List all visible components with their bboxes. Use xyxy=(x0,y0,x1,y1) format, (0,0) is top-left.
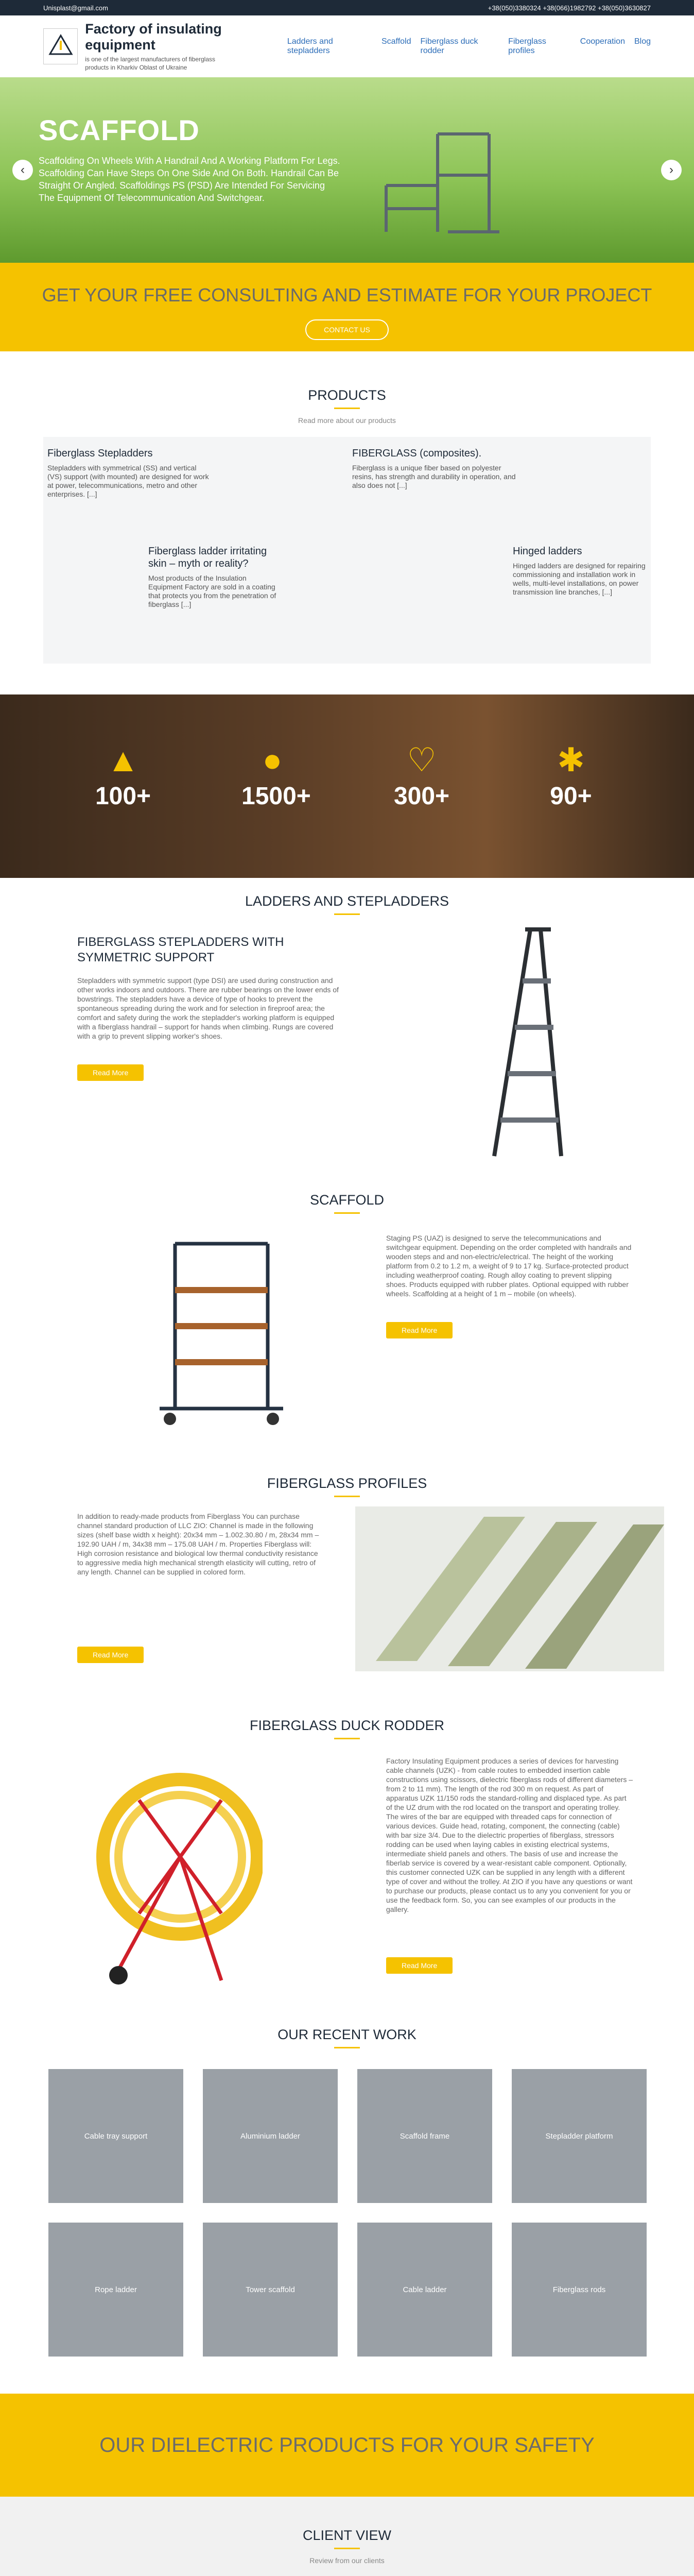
clients-title: CLIENT VIEW xyxy=(302,2528,392,2543)
hero-scaffold-image xyxy=(371,113,515,242)
road-sign-icon: ▲ xyxy=(107,741,140,778)
hero-prev-arrow[interactable]: ‹ xyxy=(12,160,33,180)
recent-work-section xyxy=(0,2027,694,2394)
gallery-item[interactable] xyxy=(48,2069,183,2203)
products-title: PRODUCTS xyxy=(308,387,386,403)
hero-next-arrow[interactable]: › xyxy=(661,160,682,180)
main-nav xyxy=(287,37,651,56)
safety-title: OUR DIELECTRIC PRODUCTS FOR YOUR SAFETY xyxy=(99,2433,595,2456)
gallery-caption: Rope ladder xyxy=(95,2285,137,2294)
rodder-title: FIBERGLASS DUCK RODDER xyxy=(249,1718,445,1733)
nav-cooperation[interactable]: Cooperation xyxy=(580,37,625,46)
title-divider xyxy=(334,1496,360,1497)
gallery-caption: Cable tray support xyxy=(84,2131,148,2141)
work-title: OUR RECENT WORK xyxy=(277,2027,417,2042)
scaffold-section xyxy=(0,1187,694,1476)
title-divider xyxy=(334,2047,360,2048)
stat-item xyxy=(391,741,453,878)
gallery-caption: Aluminium ladder xyxy=(240,2131,300,2141)
stat-item xyxy=(92,741,154,878)
gallery-caption: Fiberglass rods xyxy=(552,2285,606,2294)
profiles-read-more-button[interactable]: Read More xyxy=(77,1647,144,1663)
safety-band xyxy=(0,2394,694,2497)
gallery-item[interactable] xyxy=(48,2223,183,2357)
gallery-caption: Scaffold frame xyxy=(400,2131,450,2141)
profiles-title: FIBERGLASS PROFILES xyxy=(267,1476,427,1491)
product-card[interactable] xyxy=(148,545,282,609)
stat-item xyxy=(540,741,602,878)
top-bar xyxy=(0,0,694,15)
nav-scaffold[interactable]: Scaffold xyxy=(381,37,411,46)
product-text: Hinged ladders are designed for repairing commissioning and installation work in wells, multi-level installations, on power transmission line branches, [...] xyxy=(513,562,646,596)
clients-section xyxy=(0,2497,694,2576)
profiles-image xyxy=(355,1506,664,1671)
settings-icon: ✱ xyxy=(557,741,585,778)
stats-band xyxy=(0,694,694,878)
title-divider xyxy=(334,1738,360,1739)
gallery-item[interactable] xyxy=(512,2069,647,2203)
product-title[interactable]: Hinged ladders xyxy=(513,546,582,557)
contact-us-button[interactable]: CONTACT US xyxy=(305,319,389,340)
title-divider xyxy=(334,2548,360,2549)
scaffold-read-more-button[interactable]: Read More xyxy=(386,1322,453,1338)
gallery-caption: Stepladder platform xyxy=(545,2131,613,2141)
ladders-text: Stepladders with symmetric support (type DSI) are used during construction and other works indoors and outdoors. There are rubber bearings on the lower ends of bowstrings. The stepladders have a device of type of hooks to prevent the spontaneous spreading during the work and for selection in fireproof area; the comfort and safety during the work the stepladder's working platform is equipped with a fiberglass handrail – support for hands when climbing. Rungs are covered with a grip to prevent slipping worker's shoes. xyxy=(77,976,339,1040)
brand[interactable] xyxy=(43,21,287,72)
product-card[interactable] xyxy=(47,447,212,499)
topbar-phones[interactable]: +38(050)3380324 +38(066)1982792 +38(050)3630827 xyxy=(488,4,651,12)
product-text: Most products of the Insulation Equipment Factory are sold in a coating that protects you from the penetration of fiberglass [...] xyxy=(148,574,276,608)
stat-number: 300+ xyxy=(393,783,450,810)
gallery-item[interactable] xyxy=(357,2069,492,2203)
gallery-item[interactable] xyxy=(512,2223,647,2357)
site-header xyxy=(0,15,694,77)
topbar-email[interactable]: Unisplast@gmail.com xyxy=(43,4,108,12)
cta-title: GET YOUR FREE CONSULTING AND ESTIMATE FOR YOUR PROJECT xyxy=(42,284,652,306)
nav-blog[interactable]: Blog xyxy=(634,37,651,46)
gallery-item[interactable] xyxy=(203,2069,338,2203)
gallery-item[interactable] xyxy=(357,2223,492,2357)
product-text: Fiberglass is a unique fiber based on polyester resins, has strength and durability in operation, and also does not [...] xyxy=(352,464,516,489)
nav-ladders[interactable]: Ladders and stepladders xyxy=(287,37,333,55)
scaffold-text: Staging PS (UAZ) is designed to serve the telecommunications and switchgear equipment. Depending on the order completed with handrails and wooden steps and and non-electric/electrical. The height of the working platform from 0.2 to 1.2 m, a weight of 9 to 17 kg. Surface-protected product including weatherproof coating. Rough alloy coating to prevent slipping shoes. Products equipped with rubber plates. Optional equipped with rubber wheels. Scaffolding at a height of 1 m – mobile (on wheels). xyxy=(386,1234,632,1298)
hero-title: SCAFFOLD xyxy=(39,114,200,146)
product-title[interactable]: FIBERGLASS (composites). xyxy=(352,448,482,459)
ladders-section xyxy=(0,878,694,1187)
title-divider xyxy=(334,913,360,915)
title-divider xyxy=(334,1212,360,1214)
rodder-section xyxy=(0,1718,694,2027)
product-card[interactable] xyxy=(513,545,647,597)
stat-number: 1500+ xyxy=(241,783,311,810)
gallery-caption: Cable ladder xyxy=(403,2285,447,2294)
product-card[interactable] xyxy=(352,447,517,490)
clients-subtitle: Review from our clients xyxy=(309,2556,385,2565)
scaffold-title: SCAFFOLD xyxy=(309,1192,385,1208)
hero-text: Scaffolding On Wheels With A Handrail And A Working Platform For Legs. Scaffolding Can Have Steps On One Side And On Both. Handrail Can Be Straight Or Angled. Scaffoldings PS (PSD) Are Intended For Servicing The Equipment Of Telecommunication And Switchgear. xyxy=(39,156,340,203)
nav-profiles[interactable]: Fiberglass profiles xyxy=(508,37,546,55)
site-title: Factory of insulating equipment xyxy=(85,21,222,53)
cta-band xyxy=(0,263,694,351)
product-title[interactable]: Fiberglass Stepladders xyxy=(47,448,153,459)
ladders-heading: FIBERGLASS STEPLADDERS WITH SYMMETRIC SUPPORT xyxy=(77,935,284,964)
profiles-section xyxy=(0,1476,694,1718)
hero-slider xyxy=(0,77,694,263)
scaffold-image xyxy=(154,1233,288,1429)
product-title[interactable]: Fiberglass ladder irritating skin – myth or reality? xyxy=(148,546,267,569)
duck-rodder-image xyxy=(88,1754,263,1996)
work-gallery xyxy=(48,2069,646,2357)
products-box xyxy=(43,437,651,664)
stat-number: 100+ xyxy=(95,783,151,810)
logo-icon xyxy=(43,28,78,64)
stepladder-image xyxy=(474,924,577,1161)
nav-duck-rodder[interactable]: Fiberglass duck rodder xyxy=(420,37,478,55)
stat-item xyxy=(241,741,311,878)
stat-number: 90+ xyxy=(550,783,592,810)
gallery-item[interactable] xyxy=(203,2223,338,2357)
title-divider xyxy=(334,408,360,409)
site-tagline: is one of the largest manufacturers of fiberglass products in Kharkiv Oblast of Ukraine xyxy=(85,56,215,71)
product-text: Stepladders with symmetrical (SS) and vertical (VS) support (with mounted) are designed for work at power, telecommunications, metro and other enterprises. [...] xyxy=(47,464,209,498)
user-icon: ● xyxy=(262,741,283,778)
heart-icon: ♡ xyxy=(407,741,437,778)
rodder-text: Factory Insulating Equipment produces a series of devices for harvesting cable channels (UZK) - from cable routes to embedded insertion cable constructions using scissors, dielectric fiberglass rods of different diameters – from 2 to 11 mm). The length of the rod 300 m on request. As part of apparatus UZK 11/150 rods the standard-rolling and displaced type. As part of the UZ drum with the rod located on the transport and operating trolley. The wires of the bar are equipped with threaded caps for connection of various devices. Guide head, rotating, component, the connecting (cable) with bar size 3/4. Due to the dielectric properties of fiberglass, stressors rodding can be used when laying cables in existing electrical systems, intermediate shield panels and others. The basis of use and increase the fiberlab service is covered by a wear-resistant cable component. Optionally, this customer connected UZK can be supplied in any length with a different type of cover and without the trolley. At ZIO if you have any questions or want to purchase our products, please contact us to any you convenient for you or use the feedback form. So, you can see examples of our products in the gallery. xyxy=(386,1757,633,1913)
ladders-title: LADDERS AND STEPLADDERS xyxy=(245,893,449,909)
products-section xyxy=(0,351,694,694)
profiles-text: In addition to ready-made products from Fiberglass You can purchase channel standard production of LLC ZIO: Channel is made in the following sizes (shelf base width x height): 20x34 mm – 1.002.30.80 / m, 28x34 mm – 192.90 UAH / m, 34x38 mm – 175.08 UAH / m. Properties Fiberglass will: High corrosion resistance and biological low thermal conductivity resistance to aggressive media high mechanical strength elasticity will cutting, retro of any length. Channel can be supplied in colored form. xyxy=(77,1512,319,1576)
rodder-read-more-button[interactable]: Read More xyxy=(386,1957,453,1974)
ladders-read-more-button[interactable]: Read More xyxy=(77,1064,144,1081)
products-subtitle: Read more about our products xyxy=(298,416,396,425)
gallery-caption: Tower scaffold xyxy=(246,2285,295,2294)
